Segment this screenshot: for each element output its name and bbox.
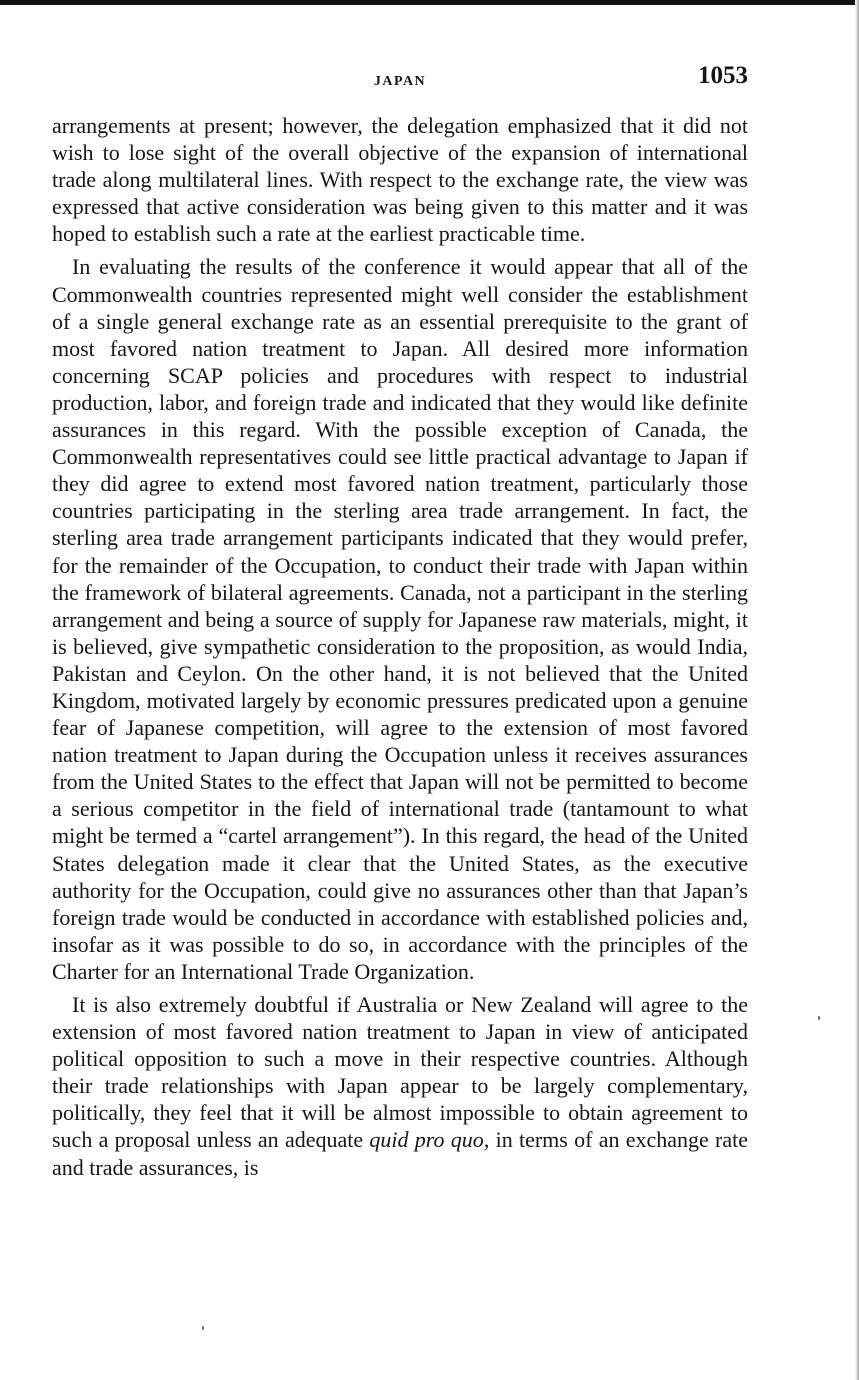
paragraph-australia-new-zealand (52, 991, 748, 1181)
page-top-edge (0, 0, 859, 5)
italic-phrase: quid pro quo (369, 1127, 484, 1153)
running-head: JAPAN (373, 74, 427, 89)
body-text (52, 112, 748, 1187)
page-right-edge (855, 0, 859, 1380)
paragraph-text-end: , in terms of an exchange rate and trade assurances, is (52, 1127, 749, 1180)
scan-speck (818, 1016, 820, 1020)
scan-speck (202, 1326, 204, 1330)
paragraph-evaluation: In evaluating the results of the conference it would appear that all of the Commonwealth countries represented might well consider the establishment of a single general exchange rate as an essential prerequisite to the grant of most favored nation treatment to Japan. All desired more information concerning SCAP policies and procedures with respect to industrial production, labor, and foreign trade and indicated that they would like definite assurances in this regard. With the possible exception of Canada, the Commonwealth representatives could see little practical advantage to Japan if they did agree to extend most favored nation treatment, particularly those countries participating in the sterling area trade arrangement. In fact, the sterling area trade arrangement participants indicated that they would prefer, for the remainder of the Occupation, to conduct their trade with Japan within the framework of bilateral agreements. Canada, not a participant in the sterling arrangement and being a source of supply for Japanese raw materials, might, it is believed, give sympathetic consideration to the proposition, as would India, Pakistan and Ceylon. On the other hand, it is not believed that the United Kingdom, motivated largely by economic pressures predicated upon a genuine fear of Japanese competition, will agree to the extension of most favored nation treatment to Japan during the Occupation unless it receives assurances from the United States to the effect that Japan will not be permitted to become a serious competitor in the field of international trade (tantamount to what might be termed a “cartel arrangement”). In this regard, the head of the United States delegation made it clear that the United States, as the executive authority for the Occupation, could give no assurances other than that Japan’s foreign trade would be conducted in accordance with established policies and, insofar as it was possible to do so, in accordance with the principles of the Charter for an International Trade Organization. (52, 254, 748, 984)
paragraph-text-start: It is also extremely doubtful if Australia or New Zealand will agree to the extension of most favored nation treatment to Japan in view of anticipated political opposition to such a move in their respective countries. Although their trade relationships with Japan appear to be largely complementary, politically, they feel that it will be almost impossible to obtain agreement to such a proposal unless an adequate (52, 992, 748, 1153)
paragraph-continuation: arrangements at present; however, the delegation emphasized that it did not wish to lose sight of the overall objective of the expansion of international trade along multilateral lines. With respect to the exchange rate, the view was expressed that active consideration was being given to this matter and it was hoped to establish such a rate at the earliest practicable time. (52, 113, 748, 247)
page-number: 1053 (698, 62, 748, 89)
page-header (52, 62, 748, 96)
